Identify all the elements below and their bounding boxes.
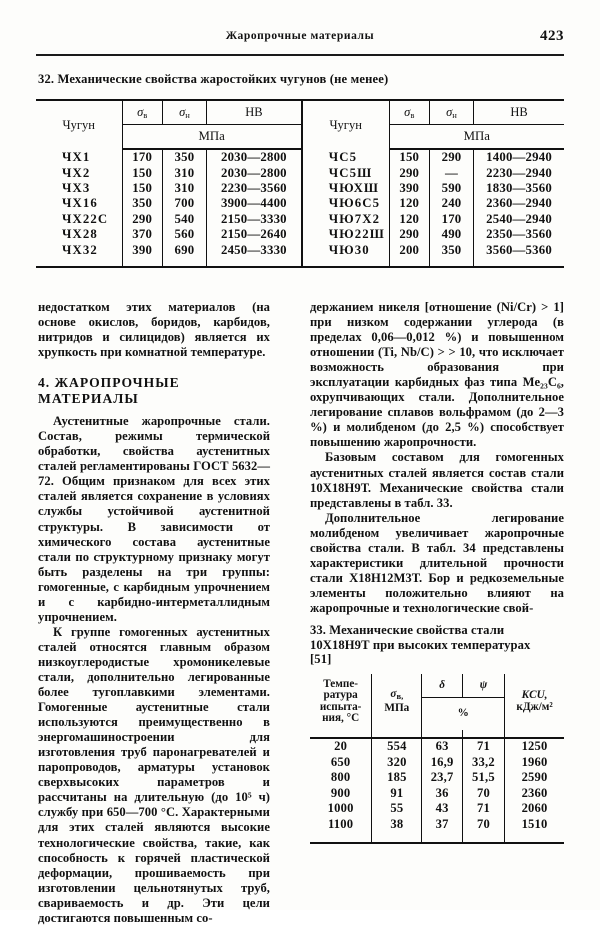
cell-hb: 2030—2800 <box>207 165 302 180</box>
cell-psi: 70 <box>462 817 504 833</box>
cell-sigma-n: 350 <box>429 242 473 257</box>
table33-col-header-sigma-v: $\sigma_{в,}$ МПа <box>372 674 422 730</box>
table-row <box>36 212 564 227</box>
cell-name: ЧХ3 <box>36 181 122 196</box>
cell-hb: 2540—2940 <box>474 212 564 227</box>
table-row <box>310 817 564 833</box>
paragraph-molybdenum-alloying: Дополнительное легирование молибденом увеличивает жаропрочные свойства стали. В табл. 34 представлены характеристики длительной прочности стали Х18Н12М3Т. Бор и редкоземельные элементы положительно влияют на жаропрочные и технологические свой- <box>310 510 564 615</box>
cell-delta: 37 <box>435 817 449 832</box>
table33-bottom-rule-row <box>310 832 564 843</box>
table-row <box>36 227 564 242</box>
cell-kcu: 2360 <box>505 786 564 802</box>
table32-units-left: МПа <box>122 125 302 150</box>
table33-units-percent: % <box>457 707 469 720</box>
table-row <box>36 149 564 165</box>
table33-col-header-psi: ψ <box>462 674 504 698</box>
table-row <box>36 165 564 180</box>
cell-sigma-v: 290 <box>399 165 420 180</box>
cell-sigma-v: 91 <box>372 786 422 802</box>
cell-delta: 43 <box>435 801 449 816</box>
table33 <box>310 674 564 845</box>
cell-kcu: 1510 <box>505 817 564 833</box>
cell-sigma-v: 390 <box>399 180 420 195</box>
table32-header-row <box>36 100 564 125</box>
cell-hb: 2230—3560 <box>207 181 302 196</box>
table32-caption: 32. Механические свойства жаростойких чугунов (не менее) <box>38 72 389 86</box>
table33-header-rule-row <box>310 730 564 738</box>
cell-sigma-n: 490 <box>429 227 473 242</box>
cell-hb: 3900—4400 <box>207 196 302 211</box>
cell-temperature: 800 <box>310 770 372 786</box>
cell-sigma-n: 290 <box>429 149 473 165</box>
cell-sigma-v: 170 <box>132 150 153 165</box>
cell-hb: 2150—3330 <box>207 212 302 227</box>
cell-name: ЧХ28 <box>36 227 122 242</box>
paragraph-continued-right: держанием никеля [отношение (Ni/Cr) > 1] при низком содержании углерода (в пределах 0,06—0,012 %) и повышенном отношении (Ti, Nb/C) > > 10, что исключает возможность образования при эксплуатации карбидных фаз типа Me₂₃C₆, охрупчивающих стали. Дополнительное легирование сплавов вольфрамом (до 2—3 %) и молибденом (до 2,5 %) способствует повышению жаропрочности. <box>310 300 564 450</box>
cell-name: ЧХ32 <box>36 242 122 257</box>
cell-hb: 1400—2940 <box>474 149 564 165</box>
cell-hb: 2150—2640 <box>207 227 302 242</box>
table-row <box>310 738 564 755</box>
table32-col-header-sigma-n-left: $\sigma_н$ <box>162 100 206 125</box>
cell-name: ЧЮ6С5 <box>302 196 389 211</box>
cell-sigma-v: 290 <box>399 227 420 242</box>
paragraph-austenitic-steels: Аустенитные жаропрочные стали. Состав, режимы термической обработки, свойства аустенитных сталей регламентированы ГОСТ 5632—72. Общим признаком для всех этих сталей является сохранение в условиях службы устойчивой аустенитной структуры. В зависимости от химического состава аустенитные стали по структурному признаку могут быть разделены на три группы: гомогенные, с карбидным упрочнением и с карбидно-интерметаллидным упрочнением. <box>38 414 270 624</box>
table33-caption-line3: [51] <box>310 652 332 667</box>
cell-sigma-n: 310 <box>162 165 206 180</box>
cell-kcu: 2060 <box>505 801 564 817</box>
cell-sigma-v: 120 <box>399 196 420 211</box>
cell-hb: 2350—3560 <box>474 227 564 242</box>
cell-name: ЧХ2 <box>36 165 122 180</box>
cell-sigma-v: 55 <box>372 801 422 817</box>
table-row <box>36 196 564 211</box>
cell-hb: 1830—3560 <box>474 181 564 196</box>
cell-sigma-v: 390 <box>132 242 153 257</box>
cell-sigma-v: 150 <box>132 165 153 180</box>
table32 <box>36 99 564 268</box>
table32-col-header-chugun-right: Чугун <box>302 100 389 149</box>
cell-sigma-v: 38 <box>372 817 422 833</box>
table33-col-header-kcu: KCU, кДж/м² <box>505 674 564 730</box>
cell-sigma-n: 350 <box>162 149 206 165</box>
running-head <box>36 30 564 48</box>
table-row <box>310 786 564 802</box>
table-row <box>310 754 564 770</box>
cell-temperature: 1100 <box>310 817 372 833</box>
cell-sigma-v: 200 <box>399 242 420 257</box>
table-row <box>36 242 564 257</box>
body-column-left <box>38 300 270 926</box>
cell-sigma-v: 150 <box>399 150 420 165</box>
cell-kcu: 1960 <box>505 754 564 770</box>
table-row <box>310 801 564 817</box>
cell-name: ЧС5Ш <box>302 165 389 180</box>
cell-temperature: 900 <box>310 786 372 802</box>
cell-sigma-v: 320 <box>372 754 422 770</box>
table32-col-header-sigma-v-right: $\sigma_в$ <box>389 100 429 125</box>
body-column-right <box>310 300 564 844</box>
table32-col-header-sigma-v-left: $\sigma_в$ <box>122 100 162 125</box>
table32-col-header-hb-left: HB <box>207 100 302 125</box>
cell-delta: 23,7 <box>430 770 454 785</box>
cell-name: ЧС5 <box>302 149 389 165</box>
table32-col-header-sigma-n-right: $\sigma_н$ <box>429 100 473 125</box>
cell-name: ЧХ22С <box>36 212 122 227</box>
table32-bottom-rule-row <box>36 258 564 267</box>
cell-sigma-v: 554 <box>372 738 422 755</box>
cell-sigma-n: 540 <box>162 212 206 227</box>
cell-psi: 71 <box>462 738 504 755</box>
cell-delta: 63 <box>435 739 449 754</box>
cell-sigma-v: 185 <box>372 770 422 786</box>
cell-psi: 33,2 <box>462 754 504 770</box>
table32-col-header-hb-right: HB <box>474 100 564 125</box>
cell-hb: 2230—2940 <box>474 165 564 180</box>
paragraph-base-composition: Базовым составом для гомогенных аустенитных сталей является состав стали 10Х18Н9Т. Механические свойства стали представлены в табл. 33. <box>310 450 564 510</box>
table32-units-right: МПа <box>389 125 564 150</box>
cell-sigma-n: 560 <box>162 227 206 242</box>
cell-sigma-n: 590 <box>429 181 473 196</box>
cell-delta: 36 <box>435 785 449 800</box>
page-number: 423 <box>540 28 564 44</box>
table-row <box>36 181 564 196</box>
table33-col-header-temperature: Темпе- ратура испыта- ния, °С <box>310 674 372 730</box>
cell-sigma-n: 700 <box>162 196 206 211</box>
cell-sigma-v: 120 <box>399 211 420 226</box>
cell-sigma-v: 350 <box>132 196 153 211</box>
cell-sigma-n: 240 <box>429 196 473 211</box>
paragraph-homogeneous-group: К группе гомогенных аустенитных сталей относятся главным образом низкоуглеродистые хромоникелевые стали, дополнительно легированные более тугоплавкими элементами. Гомогенные аустенитные стали используются преимущественно в энергомашиностроении для изготовления труб паронагревателей и паропроводов, арматуры установок сверхвысоких параметров и рассчитаны на длительную (до 10⁵ ч) службу при 650—700 °C. Характерными для этих сталей являются высокие технологические свойства, такие, как способность к горячей пластической деформации, прошиваемость при изготовлении цельнотянутых труб, свариваемость и др. Эти цели достигаются повышенным со- <box>38 624 270 925</box>
cell-kcu: 2590 <box>505 770 564 786</box>
cell-name: ЧЮ30 <box>302 242 389 257</box>
cell-psi: 71 <box>462 801 504 817</box>
table33-header-row <box>310 674 564 698</box>
cell-temperature: 1000 <box>310 801 372 817</box>
cell-delta: 16,9 <box>430 754 454 769</box>
table33-caption-line2: 10Х18Н9Т при высоких температурах <box>310 637 531 652</box>
cell-sigma-n: 170 <box>429 212 473 227</box>
table33-caption-line1: 33. Механические свойства стали <box>310 622 505 637</box>
header-rule <box>36 54 564 56</box>
section-heading: 4. ЖАРОПРОЧНЫЕ МАТЕРИАЛЫ <box>38 375 180 407</box>
cell-hb: 2450—3330 <box>207 242 302 257</box>
cell-sigma-n: — <box>429 165 473 180</box>
table32-col-header-chugun-left: Чугун <box>36 100 122 149</box>
cell-temperature: 20 <box>310 738 372 755</box>
cell-sigma-v: 150 <box>132 180 153 195</box>
cell-name: ЧЮХШ <box>302 181 389 196</box>
cell-name: ЧХ1 <box>36 149 122 165</box>
running-head-title: Жаропрочные материалы <box>225 30 375 42</box>
cell-hb: 2030—2800 <box>207 149 302 165</box>
cell-hb: 3560—5360 <box>474 242 564 257</box>
cell-kcu: 1250 <box>505 738 564 755</box>
cell-psi: 70 <box>462 786 504 802</box>
cell-sigma-v: 290 <box>132 211 153 226</box>
cell-sigma-n: 310 <box>162 181 206 196</box>
table33-caption <box>310 623 564 667</box>
cell-name: ЧЮ22Ш <box>302 227 389 242</box>
table33-col-header-delta: δ <box>422 674 462 698</box>
paragraph-continued-left: недостатком этих материалов (на основе окислов, боридов, карбидов, нитридов и силицидов) является их хрупкость при комнатной температуре. <box>38 300 270 360</box>
cell-sigma-v: 370 <box>132 227 153 242</box>
cell-name: ЧЮ7Х2 <box>302 212 389 227</box>
cell-hb: 2360—2940 <box>474 196 564 211</box>
cell-temperature: 650 <box>310 754 372 770</box>
cell-name: ЧХ16 <box>36 196 122 211</box>
cell-sigma-n: 690 <box>162 242 206 257</box>
cell-psi: 51,5 <box>462 770 504 786</box>
table-row <box>310 770 564 786</box>
